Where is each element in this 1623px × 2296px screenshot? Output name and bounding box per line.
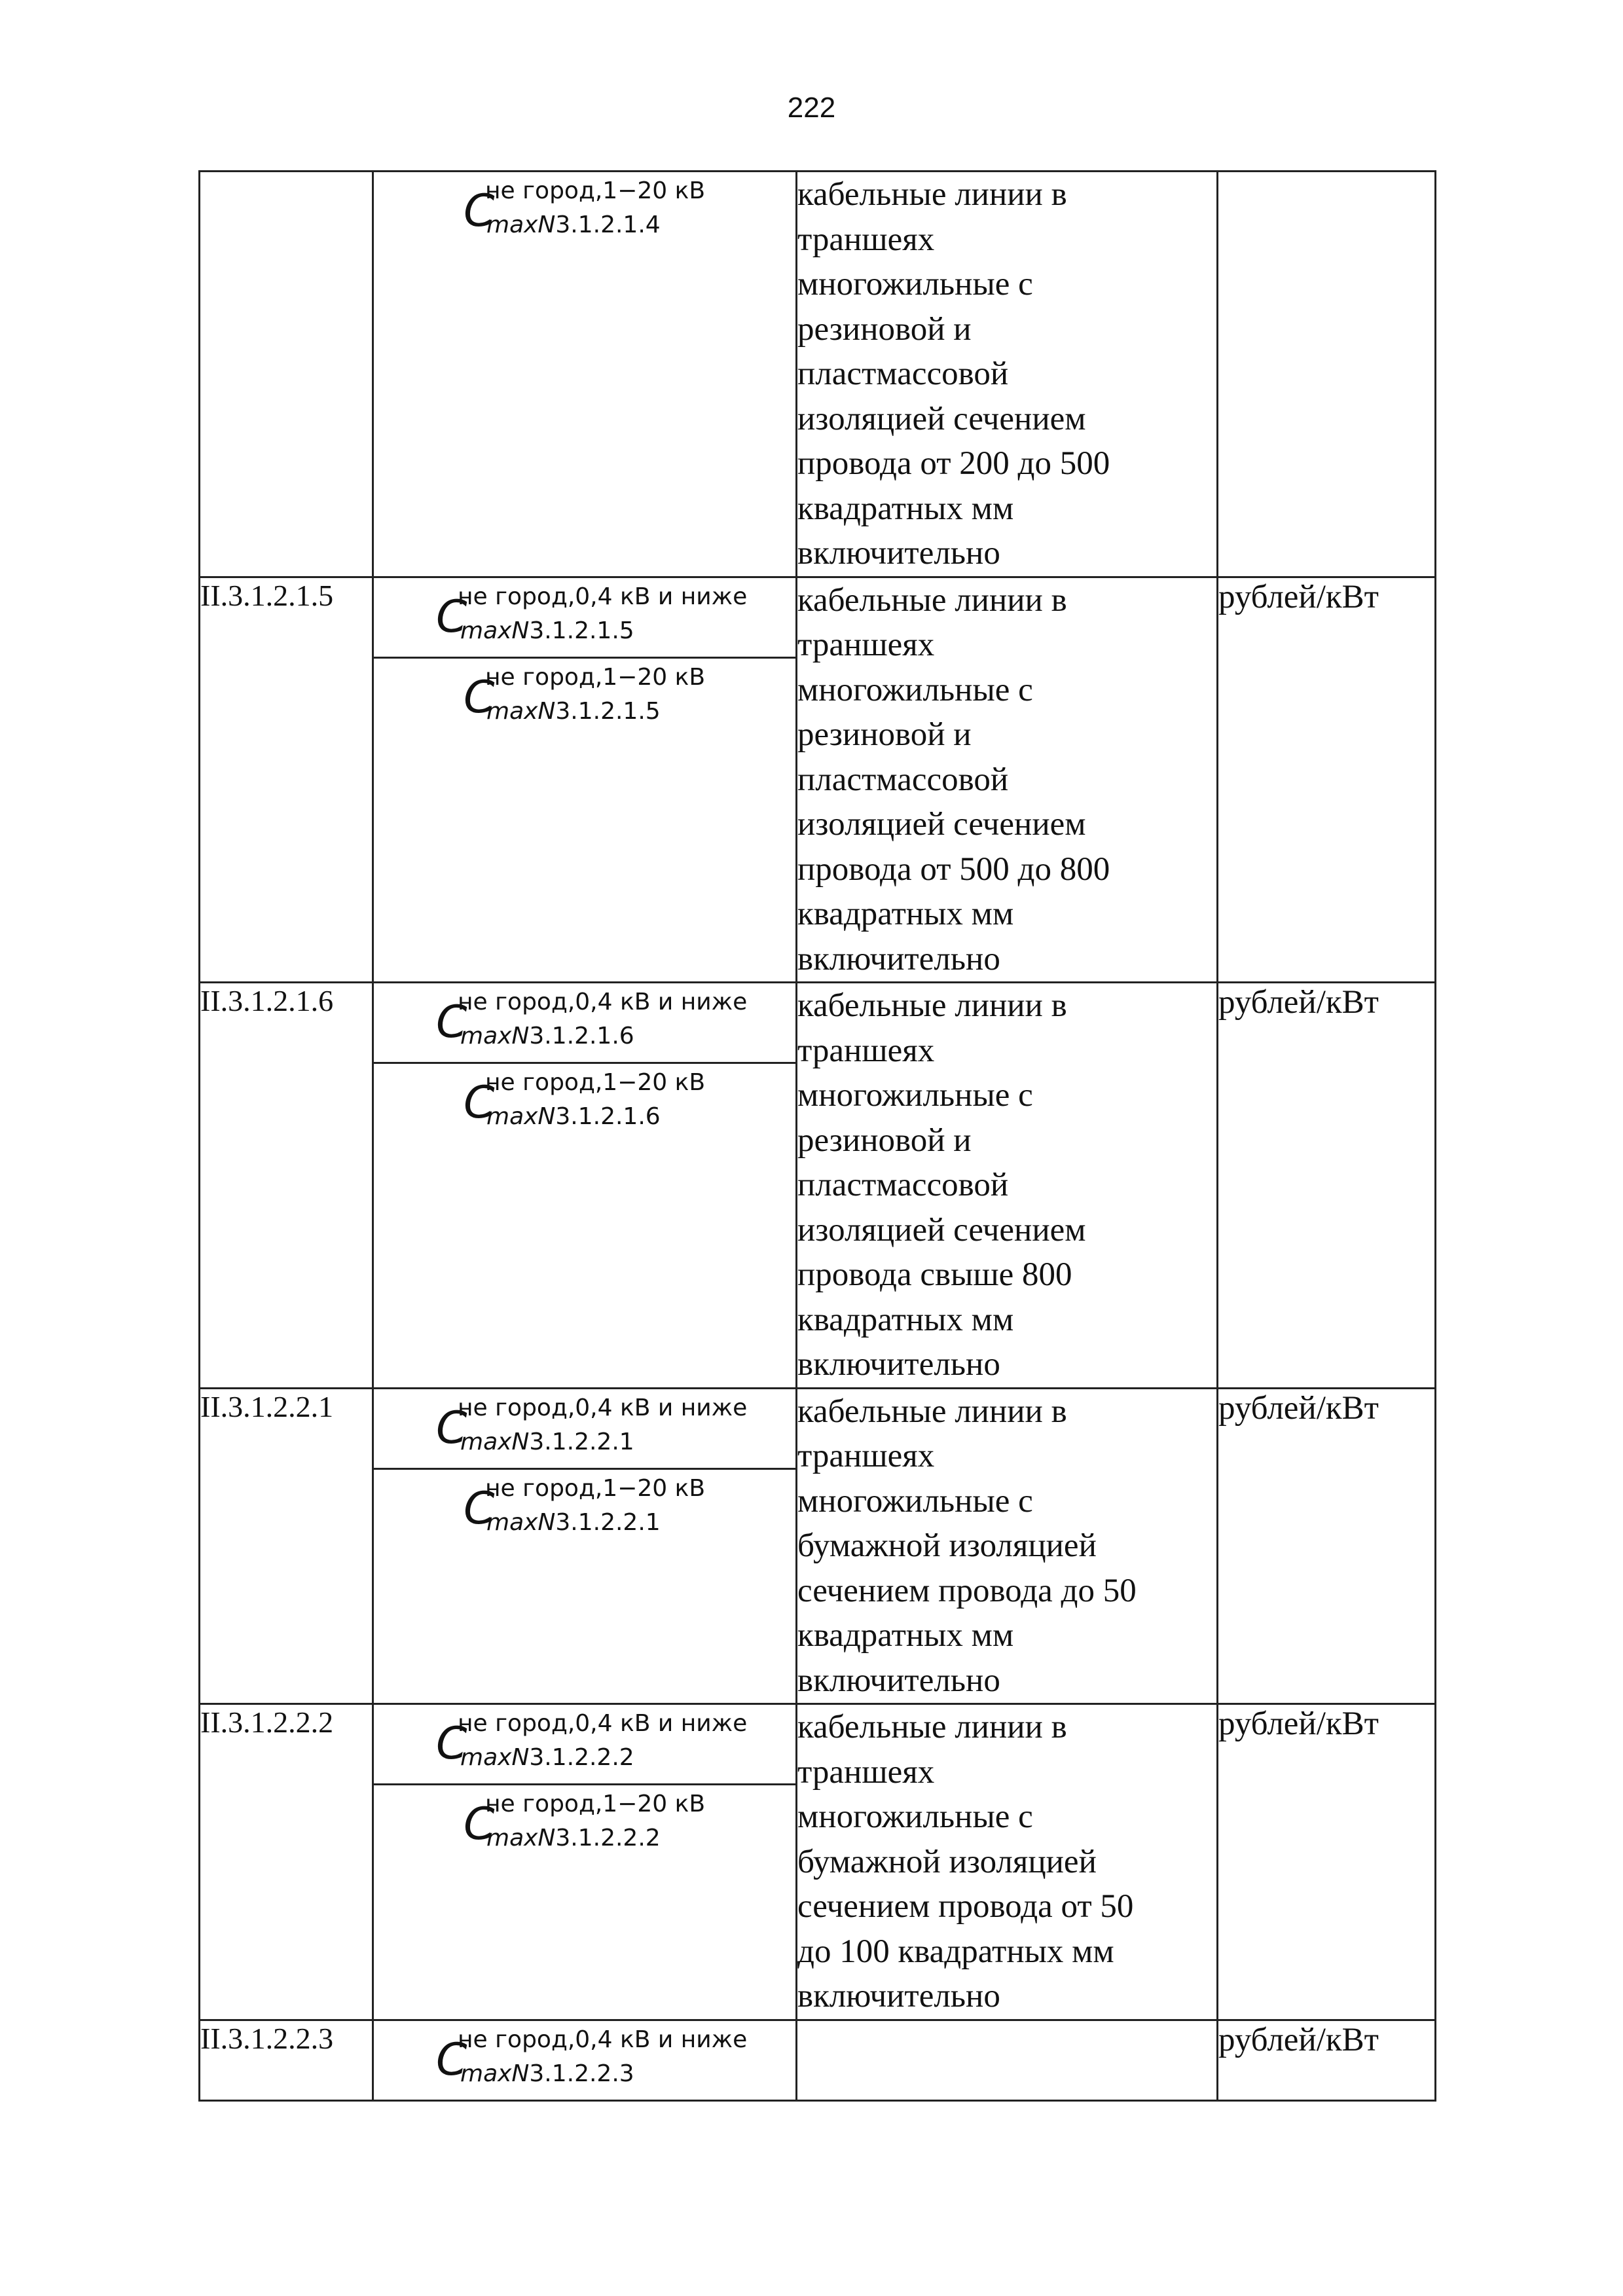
row-unit [1218,172,1436,577]
description-line: включительно [797,535,1000,572]
formula-symbol: C [436,1402,467,1454]
description-line: многожильные с [797,1482,1033,1520]
rate-formula [374,1389,795,1470]
row-unit: рублей/кВт [1218,983,1436,1389]
description-line: изоляцией сечением [797,400,1086,437]
description-line: провода свыше 800 [797,1256,1072,1293]
description-line: пластмассовой [797,355,1009,392]
formula-symbol: C [464,1077,495,1129]
formula-cell [373,1388,797,1704]
formula-subscript-prefix: maxN [460,617,530,644]
description-line: включительно [797,1662,1000,1699]
formula-subscript [460,1429,634,1455]
table-row [200,983,1436,1389]
page-number: 222 [787,92,836,124]
formula-subscript-number: 3.1.2.1.6 [555,1103,661,1130]
formula-cell [373,172,797,577]
formula-subscript-prefix: maxN [486,211,556,238]
description-line: пластмассовой [797,1167,1009,1203]
description-line: квадратных мм [797,1301,1014,1338]
description-line: квадратных мм [797,1617,1014,1654]
formula-subscript [460,2060,634,2087]
row-description [797,1704,1218,2020]
formula-symbol: C [436,2033,467,2086]
formula-subscript-prefix: maxN [486,1825,556,1851]
formula-subscript-prefix: maxN [460,1023,530,1049]
description-line: квадратных мм [797,490,1014,527]
row-description [797,1388,1218,1704]
description-line: резиновой и [797,716,972,753]
description-line: квадратных мм [797,896,1014,932]
formula-subscript-prefix: maxN [486,697,556,725]
row-description [797,2020,1218,2100]
description-line: многожильные с [797,266,1033,302]
formula-subscript-number: 3.1.2.1.6 [529,1023,634,1049]
table-row [200,1704,1436,2020]
description-line: провода от 200 до 500 [797,445,1110,482]
formula-cell [373,1704,797,2020]
description-line: включительно [797,940,1000,977]
formula-subscript-prefix: maxN [486,1103,556,1130]
row-code: II.3.1.2.2.2 [200,1704,373,2020]
description-line: включительно [797,1978,1000,2014]
rate-formula [374,659,795,737]
rate-formula [374,1705,795,1785]
table-row [200,1388,1436,1704]
description-line: кабельные линии в [797,1393,1067,1430]
formula-subscript-number: 3.1.2.2.2 [555,1825,661,1851]
description-line: включительно [797,1346,1000,1383]
description-line: резиновой и [797,1121,972,1159]
row-description [797,172,1218,577]
formula-cell [373,2020,797,2100]
formula-subscript-prefix: maxN [460,2060,530,2087]
description-line: сечением провода от 50 [797,1888,1134,1925]
formula-subscript [486,1103,661,1130]
description-line: кабельные линии в [797,176,1067,213]
formula-superscript: не город,1−20 кВ [485,663,706,691]
row-code: II.3.1.2.2.1 [200,1388,373,1704]
formula-cell [373,983,797,1389]
description-line: траншеях [797,1753,935,1791]
formula-superscript: не город,1−20 кВ [485,177,706,204]
formula-subscript [460,617,634,644]
formula-symbol: C [464,671,495,723]
table-row [200,577,1436,983]
rate-formula [374,983,795,1064]
description-line: многожильные с [797,1077,1033,1114]
rate-formula [374,1785,795,1864]
formula-subscript [486,1825,661,1851]
description-line: провода от 500 до 800 [797,850,1110,888]
description-line: бумажной изоляцией [797,1843,1097,1880]
description-line: траншеях [797,1032,935,1069]
formula-subscript-number: 3.1.2.2.1 [555,1508,661,1536]
formula-subscript [460,1023,634,1049]
formula-subscript-prefix: maxN [460,1428,530,1455]
row-unit: рублей/кВт [1218,1704,1436,2020]
formula-subscript [460,1744,634,1771]
formula-cell [373,577,797,983]
formula-subscript-prefix: maxN [460,1744,530,1771]
formula-subscript [486,211,661,238]
formula-symbol: C [436,591,467,643]
rate-formula [374,1470,795,1548]
row-code [200,172,373,577]
description-line: бумажной изоляцией [797,1527,1097,1564]
formula-subscript-number: 3.1.2.2.2 [529,1744,634,1771]
formula-superscript: не город,0,4 кВ и ниже [458,1394,748,1421]
row-unit: рублей/кВт [1218,1388,1436,1704]
row-code: II.3.1.2.1.6 [200,983,373,1389]
row-code: II.3.1.2.1.5 [200,577,373,983]
formula-superscript: не город,0,4 кВ и ниже [458,989,748,1015]
description-line: многожильные с [797,1798,1033,1835]
formula-symbol: C [436,1718,467,1770]
formula-superscript: не город,0,4 кВ и ниже [458,1710,748,1737]
description-line: кабельные линии в [797,581,1067,619]
formula-subscript-number: 3.1.2.1.5 [555,697,661,725]
formula-subscript-prefix: maxN [486,1508,556,1536]
row-description [797,577,1218,983]
tariff-table-body [200,172,1436,2101]
formula-superscript: не город,1−20 кВ [485,1791,706,1817]
description-line: пластмассовой [797,761,1009,798]
rate-formula [374,578,795,659]
row-description [797,983,1218,1389]
formula-subscript [486,698,661,725]
description-line: многожильные с [797,671,1033,708]
description-line: изоляцией сечением [797,1211,1086,1248]
rate-formula [374,2021,795,2100]
formula-superscript: не город,0,4 кВ и ниже [458,583,748,610]
formula-subscript-number: 3.1.2.1.4 [555,211,661,238]
formula-symbol: C [436,996,467,1048]
tariff-table [198,170,1436,2102]
formula-symbol: C [464,185,495,237]
description-line: траншеях [797,221,935,258]
description-line: до 100 квадратных мм [797,1933,1114,1970]
table-row [200,2020,1436,2100]
formula-superscript: не город,0,4 кВ и ниже [458,2026,748,2053]
description-line: изоляцией сечением [797,806,1086,843]
formula-symbol: C [464,1482,495,1535]
formula-subscript-number: 3.1.2.2.1 [529,1428,634,1455]
rate-formula [374,172,795,251]
row-unit: рублей/кВт [1218,577,1436,983]
formula-subscript [486,1509,661,1536]
table-row [200,172,1436,577]
rate-formula [374,1064,795,1142]
formula-symbol: C [464,1798,495,1850]
formula-superscript: не город,1−20 кВ [485,1474,706,1502]
description-line: кабельные линии в [797,1709,1067,1745]
row-code: II.3.1.2.2.3 [200,2020,373,2100]
description-line: резиновой и [797,310,972,348]
row-unit: рублей/кВт [1218,2020,1436,2100]
description-line: траншеях [797,1438,935,1474]
formula-subscript-number: 3.1.2.1.5 [529,617,634,644]
description-line: кабельные линии в [797,987,1067,1024]
formula-superscript: не город,1−20 кВ [485,1069,706,1096]
formula-subscript-number: 3.1.2.2.3 [529,2060,634,2087]
description-line: траншеях [797,627,935,663]
description-line: сечением провода до 50 [797,1572,1137,1609]
